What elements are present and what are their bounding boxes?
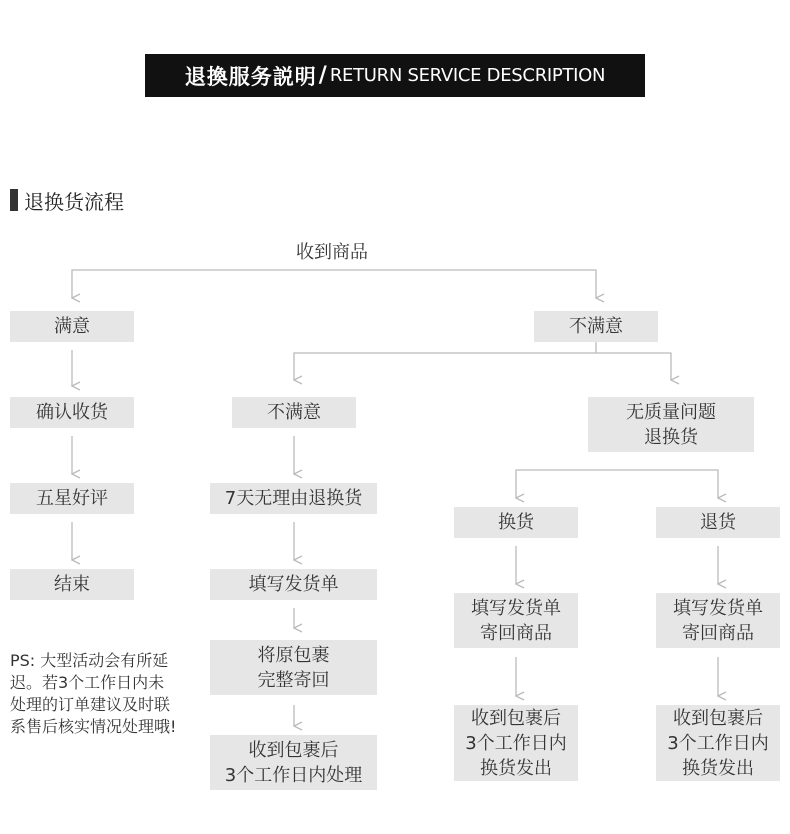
- section-title: 退换货流程: [24, 189, 124, 214]
- node-exchange-fill-form: 填写发货单 寄回商品: [454, 593, 578, 648]
- node-return-package: 将原包裹 完整寄回: [210, 640, 377, 695]
- connector-root: [72, 270, 596, 298]
- node-7day-return: 7天无理由退换货: [210, 483, 377, 514]
- node-satisfied: 满意: [10, 311, 134, 342]
- node-confirm-receipt: 确认收货: [10, 397, 134, 428]
- banner-title-en: RETURN SERVICE DESCRIPTION: [329, 65, 606, 86]
- node-exchange-ship: 收到包裹后 3个工作日内 换货发出: [454, 705, 578, 781]
- node-end: 结束: [10, 569, 134, 600]
- node-five-star: 五星好评: [10, 483, 134, 514]
- ps-note: PS: 大型活动会有所延迟。若3个工作日内未处理的订单建议及时联系售后核实情况处理哦!: [10, 651, 177, 736]
- node-no-quality-issue: 无质量问题 退换货: [588, 397, 754, 452]
- node-unsatisfied-sub: 不满意: [232, 397, 356, 428]
- node-unsatisfied: 不满意: [534, 311, 658, 342]
- node-return: 退货: [656, 507, 780, 538]
- banner-title-cn: 退換服务説明: [184, 64, 317, 89]
- node-root: 收到商品: [296, 242, 368, 263]
- node-fill-shipping-form: 填写发货单: [210, 569, 377, 600]
- node-process-3days: 收到包裹后 3个工作日内处理: [210, 735, 377, 790]
- node-return-fill-form: 填写发货单 寄回商品: [656, 593, 780, 648]
- banner-slash: /: [318, 63, 327, 88]
- node-return-ship: 收到包裹后 3个工作日内 换货发出: [656, 705, 780, 781]
- node-exchange: 换货: [454, 507, 578, 538]
- connector-unsatisfied: [294, 353, 671, 380]
- connector-quality: [516, 470, 718, 498]
